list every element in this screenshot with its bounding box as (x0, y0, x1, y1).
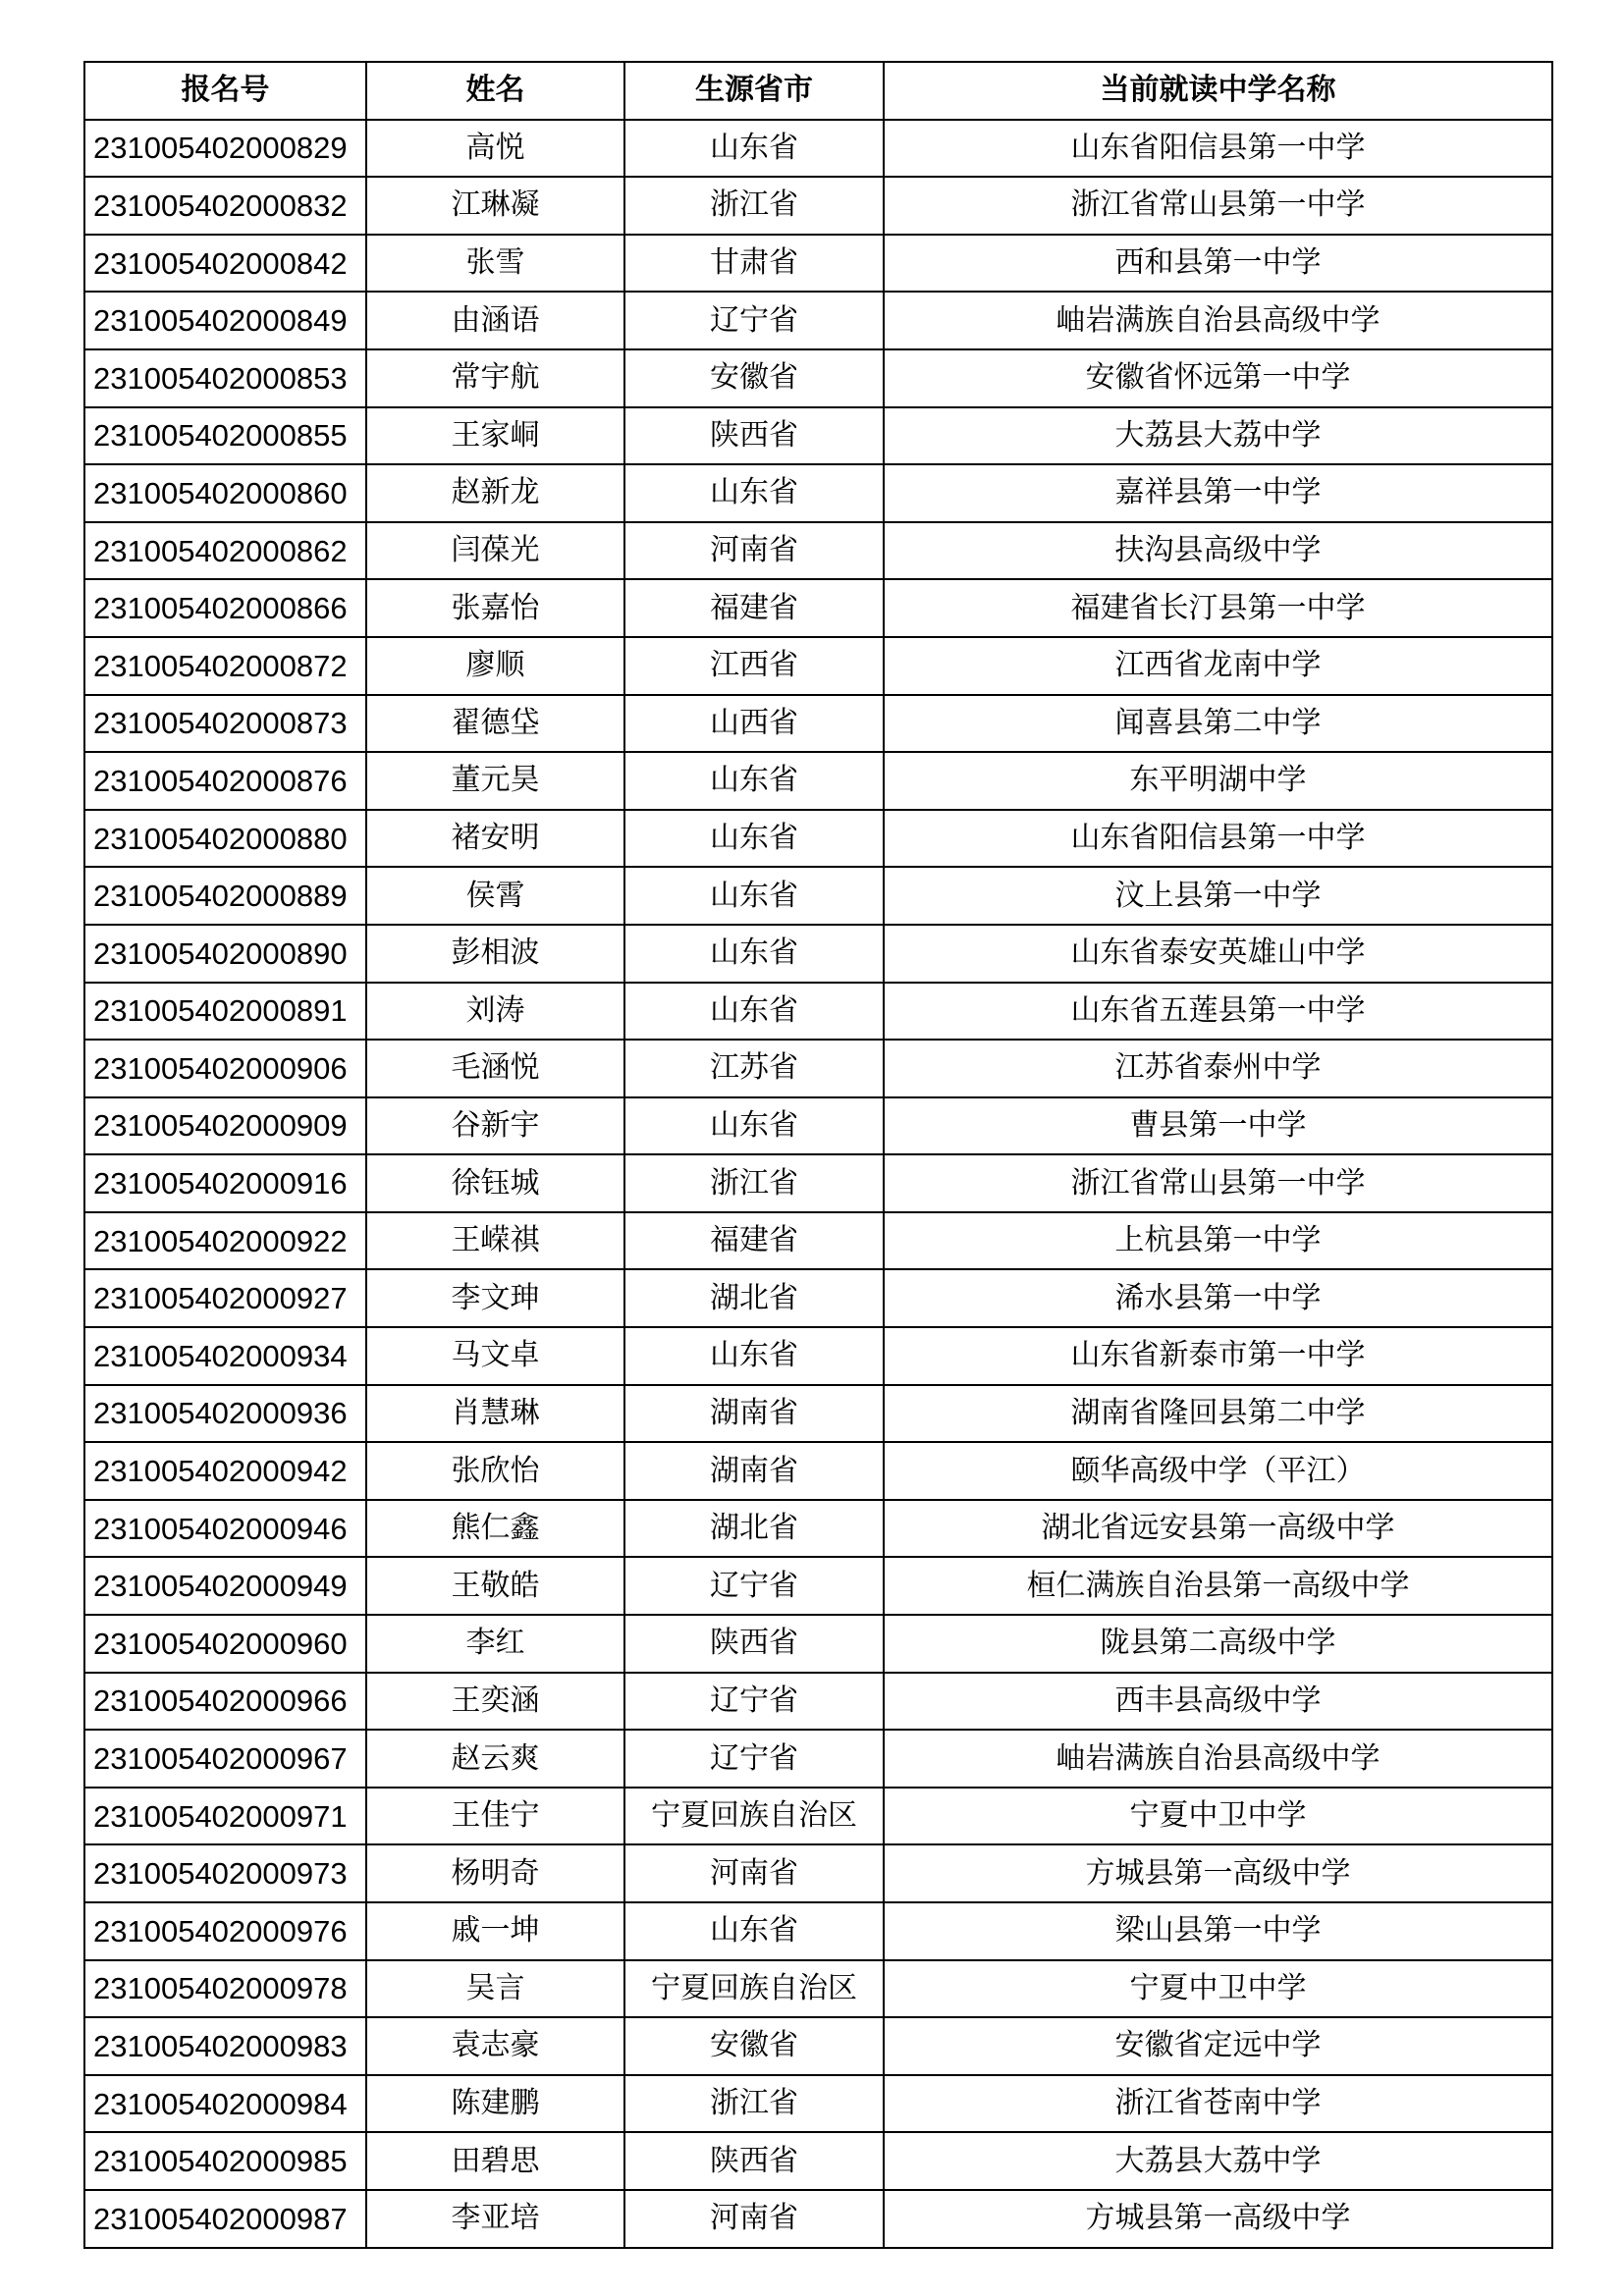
table-row (84, 1385, 1552, 1443)
source-province-cell: 山东省 (624, 925, 884, 983)
registration-number-cell: 231005402000987 (84, 2190, 366, 2248)
student-name-cell: 侯霄 (366, 867, 624, 925)
student-name-cell: 田碧思 (366, 2132, 624, 2190)
registration-number-cell: 231005402000946 (84, 1500, 366, 1558)
school-name-cell: 浙江省常山县第一中学 (884, 177, 1552, 235)
school-name-cell: 陇县第二高级中学 (884, 1615, 1552, 1673)
source-province-cell: 安徽省 (624, 2017, 884, 2075)
registration-number-cell: 231005402000927 (84, 1269, 366, 1327)
table-row (84, 867, 1552, 925)
school-name-cell: 大荔县大荔中学 (884, 2132, 1552, 2190)
registration-number-cell: 231005402000984 (84, 2075, 366, 2133)
table-row (84, 1902, 1552, 1960)
school-name-cell: 汶上县第一中学 (884, 867, 1552, 925)
registration-number-cell: 231005402000829 (84, 120, 366, 178)
registration-number-cell: 231005402000853 (84, 349, 366, 407)
source-province-cell: 山东省 (624, 867, 884, 925)
registration-number-cell: 231005402000832 (84, 177, 366, 235)
student-name-cell: 刘涛 (366, 983, 624, 1041)
source-province-cell: 河南省 (624, 2190, 884, 2248)
student-name-cell: 王嵘祺 (366, 1212, 624, 1270)
school-name-cell: 湖北省远安县第一高级中学 (884, 1500, 1552, 1558)
table-row (84, 1500, 1552, 1558)
registration-number-cell: 231005402000873 (84, 695, 366, 753)
student-name-cell: 李红 (366, 1615, 624, 1673)
source-province-cell: 山东省 (624, 464, 884, 522)
source-province-cell: 安徽省 (624, 349, 884, 407)
school-name-cell: 福建省长汀县第一中学 (884, 579, 1552, 637)
source-province-cell: 山东省 (624, 1902, 884, 1960)
registration-number-cell: 231005402000942 (84, 1442, 366, 1500)
table-row (84, 464, 1552, 522)
table-row (84, 2075, 1552, 2133)
source-province-cell: 河南省 (624, 1844, 884, 1902)
registration-number-cell: 231005402000860 (84, 464, 366, 522)
table-row (84, 2190, 1552, 2248)
source-province-cell: 江苏省 (624, 1040, 884, 1097)
school-name-cell: 山东省五莲县第一中学 (884, 983, 1552, 1041)
student-name-cell: 董元昊 (366, 752, 624, 810)
school-name-cell: 山东省阳信县第一中学 (884, 120, 1552, 178)
registration-number-cell: 231005402000949 (84, 1557, 366, 1615)
table-row (84, 752, 1552, 810)
registration-number-cell: 231005402000960 (84, 1615, 366, 1673)
school-name-cell: 宁夏中卫中学 (884, 1960, 1552, 2018)
student-name-cell: 常宇航 (366, 349, 624, 407)
school-name-cell: 扶沟县高级中学 (884, 522, 1552, 580)
school-name-cell: 江西省龙南中学 (884, 637, 1552, 695)
registration-number-cell: 231005402000906 (84, 1040, 366, 1097)
source-province-cell: 浙江省 (624, 1154, 884, 1212)
table-row (84, 1154, 1552, 1212)
table-row (84, 1960, 1552, 2018)
registration-number-cell: 231005402000890 (84, 925, 366, 983)
school-name-cell: 浙江省苍南中学 (884, 2075, 1552, 2133)
school-name-cell: 浙江省常山县第一中学 (884, 1154, 1552, 1212)
table-row (84, 1673, 1552, 1731)
student-name-cell: 江琳凝 (366, 177, 624, 235)
source-province-cell: 辽宁省 (624, 292, 884, 349)
header-row (84, 62, 1552, 120)
registration-number-cell: 231005402000971 (84, 1788, 366, 1845)
table-row (84, 407, 1552, 465)
source-province-cell: 山东省 (624, 1097, 884, 1155)
source-province-cell: 山东省 (624, 120, 884, 178)
school-name-cell: 曹县第一中学 (884, 1097, 1552, 1155)
table-body (84, 120, 1552, 2248)
registration-number-cell: 231005402000855 (84, 407, 366, 465)
school-name-cell: 嘉祥县第一中学 (884, 464, 1552, 522)
student-name-cell: 戚一坤 (366, 1902, 624, 1960)
school-name-cell: 梁山县第一中学 (884, 1902, 1552, 1960)
source-province-cell: 宁夏回族自治区 (624, 1960, 884, 2018)
table-row (84, 177, 1552, 235)
student-name-cell: 赵新龙 (366, 464, 624, 522)
school-name-cell: 岫岩满族自治县高级中学 (884, 1730, 1552, 1788)
student-name-cell: 褚安明 (366, 810, 624, 868)
table-row (84, 1615, 1552, 1673)
student-name-cell: 李文珅 (366, 1269, 624, 1327)
table-row (84, 2017, 1552, 2075)
roster-table (83, 61, 1553, 2249)
table-row (84, 637, 1552, 695)
school-name-cell: 山东省阳信县第一中学 (884, 810, 1552, 868)
school-name-cell: 湖南省隆回县第二中学 (884, 1385, 1552, 1443)
student-name-cell: 李亚培 (366, 2190, 624, 2248)
school-name-cell: 方城县第一高级中学 (884, 1844, 1552, 1902)
registration-number-cell: 231005402000976 (84, 1902, 366, 1960)
table-header (84, 62, 1552, 120)
table-row (84, 2132, 1552, 2190)
school-name-cell: 宁夏中卫中学 (884, 1788, 1552, 1845)
school-name-cell: 江苏省泰州中学 (884, 1040, 1552, 1097)
source-province-cell: 湖南省 (624, 1442, 884, 1500)
table-row (84, 235, 1552, 293)
school-name-cell: 闻喜县第二中学 (884, 695, 1552, 753)
source-province-cell: 湖北省 (624, 1500, 884, 1558)
table-row (84, 810, 1552, 868)
registration-number-cell: 231005402000978 (84, 1960, 366, 2018)
source-province-cell: 陕西省 (624, 2132, 884, 2190)
table-row (84, 1557, 1552, 1615)
table-row (84, 695, 1552, 753)
student-name-cell: 马文卓 (366, 1327, 624, 1385)
student-name-cell: 徐钰城 (366, 1154, 624, 1212)
source-province-cell: 辽宁省 (624, 1557, 884, 1615)
student-name-cell: 张雪 (366, 235, 624, 293)
table-row (84, 292, 1552, 349)
registration-number-cell: 231005402000973 (84, 1844, 366, 1902)
registration-number-cell: 231005402000872 (84, 637, 366, 695)
table-row (84, 1040, 1552, 1097)
source-province-cell: 山东省 (624, 1327, 884, 1385)
student-name-cell: 廖顺 (366, 637, 624, 695)
table-row (84, 1097, 1552, 1155)
registration-number-cell: 231005402000891 (84, 983, 366, 1041)
school-name-cell: 安徽省定远中学 (884, 2017, 1552, 2075)
source-province-cell: 宁夏回族自治区 (624, 1788, 884, 1845)
school-name-cell: 上杭县第一中学 (884, 1212, 1552, 1270)
source-province-cell: 福建省 (624, 579, 884, 637)
source-province-cell: 山西省 (624, 695, 884, 753)
registration-number-cell: 231005402000866 (84, 579, 366, 637)
student-name-cell: 王家峒 (366, 407, 624, 465)
student-name-cell: 王奕涵 (366, 1673, 624, 1731)
student-name-cell: 彭相波 (366, 925, 624, 983)
student-name-cell: 闫葆光 (366, 522, 624, 580)
school-name-cell: 安徽省怀远第一中学 (884, 349, 1552, 407)
student-name-cell: 张欣怡 (366, 1442, 624, 1500)
header-name: 姓名 (366, 62, 624, 120)
registration-number-cell: 231005402000889 (84, 867, 366, 925)
table-row (84, 579, 1552, 637)
registration-number-cell: 231005402000849 (84, 292, 366, 349)
table-row (84, 983, 1552, 1041)
student-name-cell: 翟德垈 (366, 695, 624, 753)
registration-number-cell: 231005402000876 (84, 752, 366, 810)
source-province-cell: 江西省 (624, 637, 884, 695)
registration-number-cell: 231005402000862 (84, 522, 366, 580)
source-province-cell: 辽宁省 (624, 1730, 884, 1788)
registration-number-cell: 231005402000909 (84, 1097, 366, 1155)
school-name-cell: 桓仁满族自治县第一高级中学 (884, 1557, 1552, 1615)
registration-number-cell: 231005402000842 (84, 235, 366, 293)
school-name-cell: 岫岩满族自治县高级中学 (884, 292, 1552, 349)
school-name-cell: 西和县第一中学 (884, 235, 1552, 293)
student-name-cell: 毛涵悦 (366, 1040, 624, 1097)
source-province-cell: 辽宁省 (624, 1673, 884, 1731)
source-province-cell: 湖南省 (624, 1385, 884, 1443)
table-row (84, 1327, 1552, 1385)
source-province-cell: 河南省 (624, 522, 884, 580)
student-name-cell: 袁志豪 (366, 2017, 624, 2075)
table-row (84, 522, 1552, 580)
table-row (84, 925, 1552, 983)
school-name-cell: 西丰县高级中学 (884, 1673, 1552, 1731)
student-name-cell: 王佳宁 (366, 1788, 624, 1845)
source-province-cell: 山东省 (624, 810, 884, 868)
school-name-cell: 山东省新泰市第一中学 (884, 1327, 1552, 1385)
registration-number-cell: 231005402000922 (84, 1212, 366, 1270)
source-province-cell: 湖北省 (624, 1269, 884, 1327)
source-province-cell: 山东省 (624, 983, 884, 1041)
source-province-cell: 浙江省 (624, 2075, 884, 2133)
registration-number-cell: 231005402000985 (84, 2132, 366, 2190)
student-name-cell: 陈建鹏 (366, 2075, 624, 2133)
student-name-cell: 高悦 (366, 120, 624, 178)
student-name-cell: 由涵语 (366, 292, 624, 349)
table-row (84, 1788, 1552, 1845)
header-registration-number: 报名号 (84, 62, 366, 120)
student-name-cell: 谷新宇 (366, 1097, 624, 1155)
source-province-cell: 福建省 (624, 1212, 884, 1270)
source-province-cell: 甘肃省 (624, 235, 884, 293)
table-row (84, 120, 1552, 178)
source-province-cell: 浙江省 (624, 177, 884, 235)
registration-number-cell: 231005402000916 (84, 1154, 366, 1212)
registration-number-cell: 231005402000967 (84, 1730, 366, 1788)
registration-number-cell: 231005402000983 (84, 2017, 366, 2075)
student-name-cell: 赵云爽 (366, 1730, 624, 1788)
table-row (84, 1730, 1552, 1788)
registration-number-cell: 231005402000934 (84, 1327, 366, 1385)
school-name-cell: 山东省泰安英雄山中学 (884, 925, 1552, 983)
school-name-cell: 东平明湖中学 (884, 752, 1552, 810)
table-row (84, 349, 1552, 407)
registration-number-cell: 231005402000936 (84, 1385, 366, 1443)
school-name-cell: 浠水县第一中学 (884, 1269, 1552, 1327)
header-source-province: 生源省市 (624, 62, 884, 120)
student-name-cell: 吴言 (366, 1960, 624, 2018)
student-name-cell: 杨明奇 (366, 1844, 624, 1902)
table-row (84, 1269, 1552, 1327)
student-name-cell: 熊仁鑫 (366, 1500, 624, 1558)
header-current-school: 当前就读中学名称 (884, 62, 1552, 120)
school-name-cell: 颐华高级中学（平江） (884, 1442, 1552, 1500)
school-name-cell: 方城县第一高级中学 (884, 2190, 1552, 2248)
student-name-cell: 肖慧琳 (366, 1385, 624, 1443)
table-row (84, 1844, 1552, 1902)
school-name-cell: 大荔县大荔中学 (884, 407, 1552, 465)
student-name-cell: 王敬皓 (366, 1557, 624, 1615)
table-row (84, 1442, 1552, 1500)
table-row (84, 1212, 1552, 1270)
registration-number-cell: 231005402000880 (84, 810, 366, 868)
source-province-cell: 陕西省 (624, 407, 884, 465)
student-name-cell: 张嘉怡 (366, 579, 624, 637)
source-province-cell: 陕西省 (624, 1615, 884, 1673)
registration-number-cell: 231005402000966 (84, 1673, 366, 1731)
source-province-cell: 山东省 (624, 752, 884, 810)
